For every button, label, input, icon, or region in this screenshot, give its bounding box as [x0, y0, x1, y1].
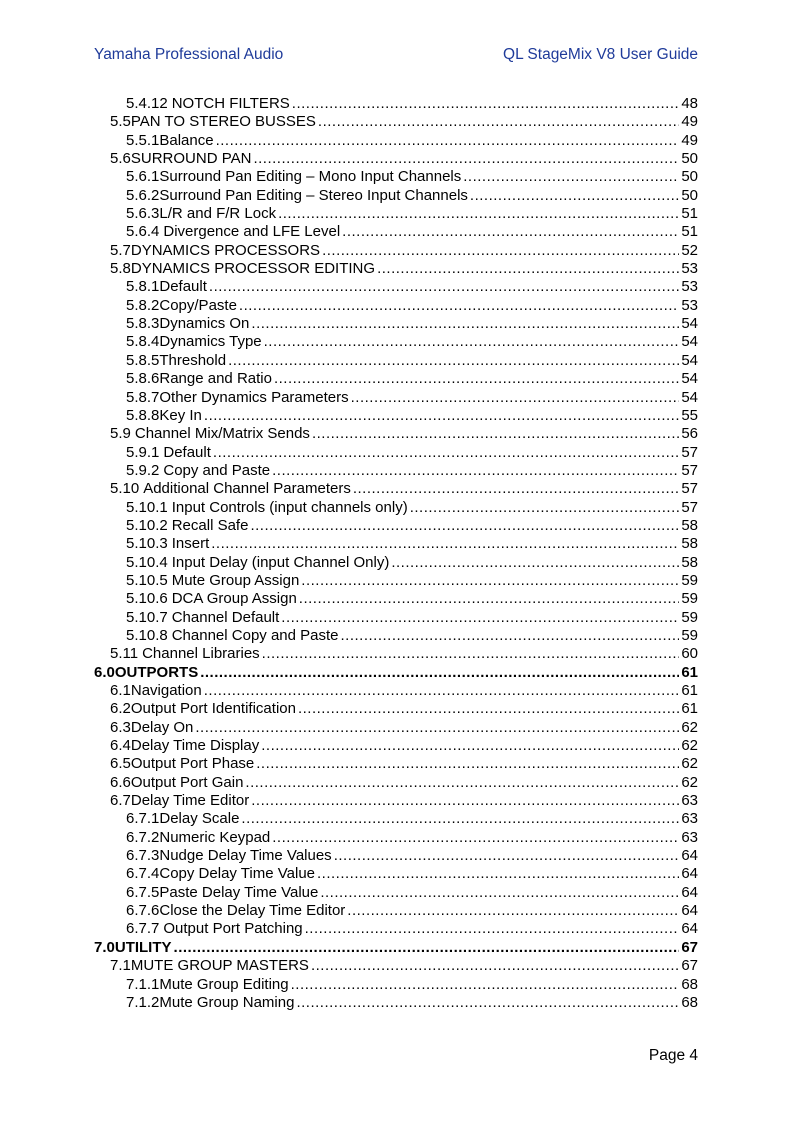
toc-dot-leader: [209, 278, 679, 296]
toc-entry[interactable]: [94, 810, 698, 828]
header-document-title: QL StageMix V8 User Guide: [503, 46, 698, 63]
toc-entry[interactable]: [94, 976, 698, 994]
toc-entry-page: 64: [681, 865, 698, 883]
toc-dot-leader: [253, 150, 679, 168]
toc-entry[interactable]: [94, 572, 698, 590]
toc-entry-page: 67: [681, 938, 698, 956]
toc-entry-title: MUTE GROUP MASTERS: [130, 957, 309, 975]
toc-entry[interactable]: [94, 113, 698, 131]
toc-entry-page: 54: [681, 351, 698, 369]
toc-dot-leader: [213, 444, 679, 462]
toc-dot-leader: [272, 829, 679, 847]
toc-dot-leader: [245, 774, 679, 792]
toc-entry-page: 58: [681, 553, 698, 571]
toc-entry-number: 5.10.8: [126, 626, 168, 644]
toc-entry[interactable]: [94, 132, 698, 150]
toc-entry-number: 6.3: [110, 718, 131, 736]
toc-entry[interactable]: [94, 994, 698, 1012]
toc-entry[interactable]: [94, 792, 698, 810]
toc-entry-page: 60: [681, 645, 698, 663]
toc-entry[interactable]: [94, 737, 698, 755]
toc-entry-title: Nudge Delay Time Values: [159, 847, 332, 865]
toc-entry[interactable]: [94, 719, 698, 737]
toc-entry-number: 5.8.3: [126, 315, 160, 333]
toc-entry[interactable]: [94, 609, 698, 627]
toc-entry[interactable]: [94, 168, 698, 186]
toc-entry[interactable]: [94, 755, 698, 773]
toc-entry-page: 63: [681, 828, 698, 846]
toc-entry-page: 64: [681, 883, 698, 901]
toc-dot-leader: [239, 297, 679, 315]
toc-entry-number: 5.8.7: [126, 388, 160, 406]
toc-entry-title: Close the Delay Time Editor: [159, 902, 346, 920]
toc-entry-page: 68: [681, 993, 698, 1011]
toc-entry-page: 56: [681, 425, 698, 443]
toc-entry-number: 6.6: [110, 773, 131, 791]
toc-entry[interactable]: [94, 444, 698, 462]
toc-dot-leader: [272, 462, 679, 480]
toc-entry-number: 7.1.1: [126, 975, 160, 993]
toc-dot-leader: [278, 205, 679, 223]
toc-entry[interactable]: [94, 902, 698, 920]
toc-entry-title: Additional Channel Parameters: [143, 480, 351, 498]
toc-dot-leader: [228, 352, 679, 370]
toc-entry-number: 5.10.5: [126, 571, 168, 589]
toc-entry-number: 5.8.1: [126, 278, 160, 296]
toc-entry-title: DYNAMICS PROCESSORS: [130, 241, 321, 259]
toc-dot-leader: [200, 664, 679, 682]
toc-dot-leader: [347, 902, 679, 920]
toc-entry-title: Mute Group Editing: [159, 975, 289, 993]
toc-entry[interactable]: [94, 389, 698, 407]
toc-entry-page: 57: [681, 443, 698, 461]
toc-entry-number: 6.7.5: [126, 883, 160, 901]
toc-dot-leader: [298, 700, 679, 718]
toc-entry-number: 5.10.1: [126, 498, 168, 516]
toc-entry-title: Channel Default: [171, 608, 280, 626]
toc-entry-page: 53: [681, 296, 698, 314]
toc-entry-title: UTILITY: [114, 938, 172, 956]
toc-entry-page: 62: [681, 755, 698, 773]
toc-entry-number: 5.9: [110, 425, 131, 443]
toc-entry-number: 5.8.6: [126, 370, 160, 388]
toc-dot-leader: [299, 590, 680, 608]
toc-entry-page: 62: [681, 718, 698, 736]
toc-dot-leader: [342, 223, 679, 241]
toc-entry-number: 5.8.2: [126, 296, 160, 314]
toc-entry-number: 5.9.2: [126, 461, 160, 479]
toc-entry-page: 59: [681, 626, 698, 644]
toc-entry[interactable]: [94, 829, 698, 847]
toc-entry-title: Channel Libraries: [142, 645, 260, 663]
toc-dot-leader: [353, 480, 679, 498]
toc-entry-title: Navigation: [130, 682, 202, 699]
toc-dot-leader: [241, 810, 679, 828]
toc-entry-page: 62: [681, 773, 698, 791]
toc-entry[interactable]: [94, 664, 698, 682]
toc-entry-number: 6.7.4: [126, 865, 160, 883]
toc-entry[interactable]: [94, 425, 698, 443]
toc-entry-title: PAN TO STEREO BUSSES: [130, 113, 316, 131]
toc-entry[interactable]: [94, 645, 698, 663]
toc-entry-page: 59: [681, 571, 698, 589]
toc-entry-page: 63: [681, 810, 698, 828]
toc-dot-leader: [320, 884, 679, 902]
toc-dot-leader: [301, 572, 679, 590]
toc-entry[interactable]: [94, 517, 698, 535]
toc-entry[interactable]: [94, 370, 698, 388]
toc-entry-number: 6.4: [110, 737, 131, 755]
toc-entry-page: 64: [681, 847, 698, 865]
toc-dot-leader: [391, 554, 679, 572]
toc-entry-title: Numeric Keypad: [159, 828, 271, 846]
toc-entry-title: Insert: [171, 535, 210, 553]
toc-entry-title: Delay Time Display: [130, 737, 260, 755]
toc-entry[interactable]: [94, 590, 698, 608]
toc-entry[interactable]: [94, 682, 698, 700]
toc-entry-title: Recall Safe: [171, 516, 249, 534]
toc-entry[interactable]: [94, 95, 698, 113]
toc-dot-leader: [261, 737, 679, 755]
toc-dot-leader: [377, 260, 679, 278]
toc-entry-page: 53: [681, 260, 698, 278]
toc-entry[interactable]: [94, 774, 698, 792]
toc-entry-page: 64: [681, 920, 698, 938]
toc-entry-title: Divergence and LFE Level: [163, 223, 341, 241]
toc-dot-leader: [341, 627, 680, 645]
toc-entry-page: 64: [681, 902, 698, 920]
toc-entry-title: Default: [163, 443, 211, 461]
toc-entry-page: 58: [681, 535, 698, 553]
toc-entry-number: 5.10: [110, 480, 140, 498]
toc-dot-leader: [204, 682, 680, 700]
toc-entry-page: 61: [681, 663, 698, 681]
toc-entry-page: 57: [681, 461, 698, 479]
toc-entry[interactable]: [94, 499, 698, 517]
toc-entry-title: SURROUND PAN: [130, 150, 252, 168]
toc-dot-leader: [410, 499, 680, 517]
toc-entry-page: 48: [681, 95, 698, 112]
toc-entry-number: 5.4.12: [126, 95, 168, 112]
toc-entry-number: 5.10.6: [126, 590, 168, 608]
toc-entry[interactable]: [94, 315, 698, 333]
toc-dot-leader: [463, 168, 679, 186]
toc-entry-page: 57: [681, 480, 698, 498]
toc-dot-leader: [291, 976, 680, 994]
toc-dot-leader: [195, 719, 679, 737]
toc-entry-title: Copy and Paste: [163, 461, 271, 479]
toc-entry-number: 7.1.2: [126, 993, 160, 1011]
toc-entry[interactable]: [94, 480, 698, 498]
toc-dot-leader: [250, 517, 679, 535]
toc-entry-number: 5.8.4: [126, 333, 160, 351]
toc-entry-page: 49: [681, 113, 698, 131]
toc-entry-page: 59: [681, 590, 698, 608]
toc-entry[interactable]: [94, 957, 698, 975]
toc-entry-number: 6.2: [110, 700, 131, 718]
toc-dot-leader: [318, 113, 679, 131]
toc-entry[interactable]: [94, 352, 698, 370]
toc-entry-title: Paste Delay Time Value: [159, 883, 319, 901]
toc-entry-number: 7.0: [94, 938, 115, 956]
toc-entry[interactable]: [94, 187, 698, 205]
toc-entry-title: Delay Scale: [159, 810, 240, 828]
toc-entry-title: Output Port Identification: [130, 700, 296, 718]
toc-entry-number: 5.8.5: [126, 351, 160, 369]
toc-entry-number: 6.7.2: [126, 828, 160, 846]
toc-entry-page: 55: [681, 406, 698, 424]
toc-entry-page: 49: [681, 131, 698, 149]
toc-entry-page: 51: [681, 223, 698, 241]
toc-entry-number: 6.7.7: [126, 920, 160, 938]
toc-entry-title: DYNAMICS PROCESSOR EDITING: [130, 260, 376, 278]
toc-entry[interactable]: [94, 205, 698, 223]
toc-entry-page: 54: [681, 388, 698, 406]
toc-entry-number: 5.8.8: [126, 406, 160, 424]
toc-entry-title: Delay Time Editor: [130, 792, 250, 810]
toc-entry[interactable]: [94, 407, 698, 425]
toc-dot-leader: [334, 847, 680, 865]
toc-entry-number: 5.8: [110, 260, 131, 278]
page-header: [94, 46, 698, 66]
toc-entry-number: 5.6.2: [126, 186, 160, 204]
toc-dot-leader: [351, 389, 680, 407]
toc-entry-number: 5.10.3: [126, 535, 168, 553]
toc-entry[interactable]: [94, 627, 698, 645]
toc-entry-title: Default: [159, 278, 207, 296]
toc-entry-title: Copy/Paste: [159, 296, 237, 314]
toc-entry-title: OUTPORTS: [114, 663, 199, 681]
toc-entry-title: Output Port Gain: [130, 773, 244, 791]
toc-entry[interactable]: [94, 260, 698, 278]
toc-dot-leader: [216, 132, 680, 150]
toc-dot-leader: [317, 865, 679, 883]
toc-dot-leader: [264, 333, 680, 351]
toc-entry-number: 6.7: [110, 792, 131, 810]
toc-entry[interactable]: [94, 150, 698, 168]
toc-entry-title: Output Port Phase: [130, 755, 255, 773]
toc-entry-page: 57: [681, 498, 698, 516]
toc-entry-title: Surround Pan Editing – Mono Input Channels: [159, 168, 462, 186]
toc-entry-page: 61: [681, 700, 698, 718]
toc-entry-number: 5.6.4: [126, 223, 160, 241]
toc-entry-number: 5.5: [110, 113, 131, 131]
toc-dot-leader: [274, 370, 679, 388]
toc-entry[interactable]: [94, 865, 698, 883]
toc-entry[interactable]: [94, 554, 698, 572]
toc-entry-page: 63: [681, 792, 698, 810]
toc-dot-leader: [322, 242, 679, 260]
toc-entry-title: Dynamics On: [159, 315, 250, 333]
toc-entry-title: DCA Group Assign: [171, 590, 297, 608]
toc-entry-title: Delay On: [130, 718, 194, 736]
toc-entry-title: Other Dynamics Parameters: [159, 388, 349, 406]
toc-entry-title: Threshold: [159, 351, 227, 369]
header-publisher: Yamaha Professional Audio: [94, 46, 284, 63]
toc-dot-leader: [470, 187, 679, 205]
toc-entry-number: 6.1: [110, 682, 131, 699]
toc-dot-leader: [256, 755, 679, 773]
toc-entry-title: Channel Copy and Paste: [171, 626, 339, 644]
page-number: Page 4: [648, 1047, 698, 1064]
toc-dot-leader: [311, 957, 679, 975]
toc-dot-leader: [174, 939, 680, 957]
toc-entry-title: Range and Ratio: [159, 370, 272, 388]
toc-entry-number: 5.10.4: [126, 553, 168, 571]
toc-entry[interactable]: [94, 847, 698, 865]
toc-entry-page: 61: [681, 682, 698, 699]
toc-entry-number: 5.11: [110, 645, 139, 663]
toc-entry-number: 5.6: [110, 150, 131, 168]
toc-entry-title: Channel Mix/Matrix Sends: [134, 425, 310, 443]
toc-entry-title: Input Delay (input Channel Only): [171, 553, 390, 571]
toc-entry-title: L/R and F/R Lock: [159, 205, 277, 223]
toc-entry-number: 6.7.6: [126, 902, 160, 920]
toc-dot-leader: [305, 920, 680, 938]
toc-entry-number: 5.6.1: [126, 168, 160, 186]
toc-entry-number: 6.7.3: [126, 847, 160, 865]
toc-entry-title: Mute Group Assign: [171, 571, 300, 589]
toc-entry[interactable]: [94, 278, 698, 296]
toc-entry-page: 50: [681, 168, 698, 186]
toc-entry-page: 54: [681, 370, 698, 388]
toc-entry-title: Dynamics Type: [159, 333, 262, 351]
toc-entry-title: NOTCH FILTERS: [171, 95, 290, 112]
toc-entry-number: 5.9.1: [126, 443, 160, 461]
toc-entry[interactable]: [94, 884, 698, 902]
toc-dot-leader: [262, 645, 680, 663]
toc-entry-page: 51: [681, 205, 698, 223]
toc-entry[interactable]: [94, 700, 698, 718]
toc-entry-page: 58: [681, 516, 698, 534]
toc-entry-number: 5.7: [110, 241, 131, 259]
toc-entry[interactable]: [94, 297, 698, 315]
toc-entry-title: Key In: [159, 406, 202, 424]
toc-entry[interactable]: [94, 939, 698, 957]
toc-entry-title: Copy Delay Time Value: [159, 865, 315, 883]
toc-entry-page: 53: [681, 278, 698, 296]
toc-entry[interactable]: [94, 920, 698, 938]
toc-entry-title: Surround Pan Editing – Stereo Input Channels: [159, 186, 468, 204]
toc-entry-number: 6.0: [94, 663, 115, 681]
toc-entry-page: 54: [681, 333, 698, 351]
toc-dot-leader: [204, 407, 679, 425]
toc-entry-page: 52: [681, 241, 698, 259]
toc-entry-title: Output Port Patching: [163, 920, 303, 938]
toc-dot-leader: [296, 994, 679, 1012]
toc-entry[interactable]: [94, 535, 698, 553]
toc-dot-leader: [251, 315, 679, 333]
toc-entry-number: 7.1: [110, 957, 131, 975]
toc-entry-number: 5.10.7: [126, 608, 168, 626]
toc-entry-page: 50: [681, 150, 698, 168]
toc-entry-number: 5.10.2: [126, 516, 168, 534]
toc-entry-number: 5.5.1: [126, 131, 160, 149]
toc-entry-title: Input Controls (input channels only): [171, 498, 408, 516]
toc-entry-page: 54: [681, 315, 698, 333]
toc-entry[interactable]: [94, 242, 698, 260]
toc-dot-leader: [211, 535, 679, 553]
toc-entry-page: 62: [681, 737, 698, 755]
toc-entry-number: 6.7.1: [126, 810, 160, 828]
toc-entry-page: 50: [681, 186, 698, 204]
toc-dot-leader: [281, 609, 679, 627]
toc-dot-leader: [292, 95, 680, 113]
toc-entry-page: 59: [681, 608, 698, 626]
toc-entry-page: 68: [681, 975, 698, 993]
toc-entry-title: Balance: [159, 131, 214, 149]
toc-entry[interactable]: [94, 223, 698, 241]
toc-dot-leader: [251, 792, 679, 810]
table-of-contents: [94, 95, 698, 1012]
toc-entry-number: 5.6.3: [126, 205, 160, 223]
toc-entry-page: 67: [681, 957, 698, 975]
toc-entry-number: 6.5: [110, 755, 131, 773]
toc-entry-title: Mute Group Naming: [159, 993, 295, 1011]
toc-entry[interactable]: [94, 462, 698, 480]
toc-entry[interactable]: [94, 333, 698, 351]
toc-dot-leader: [312, 425, 679, 443]
